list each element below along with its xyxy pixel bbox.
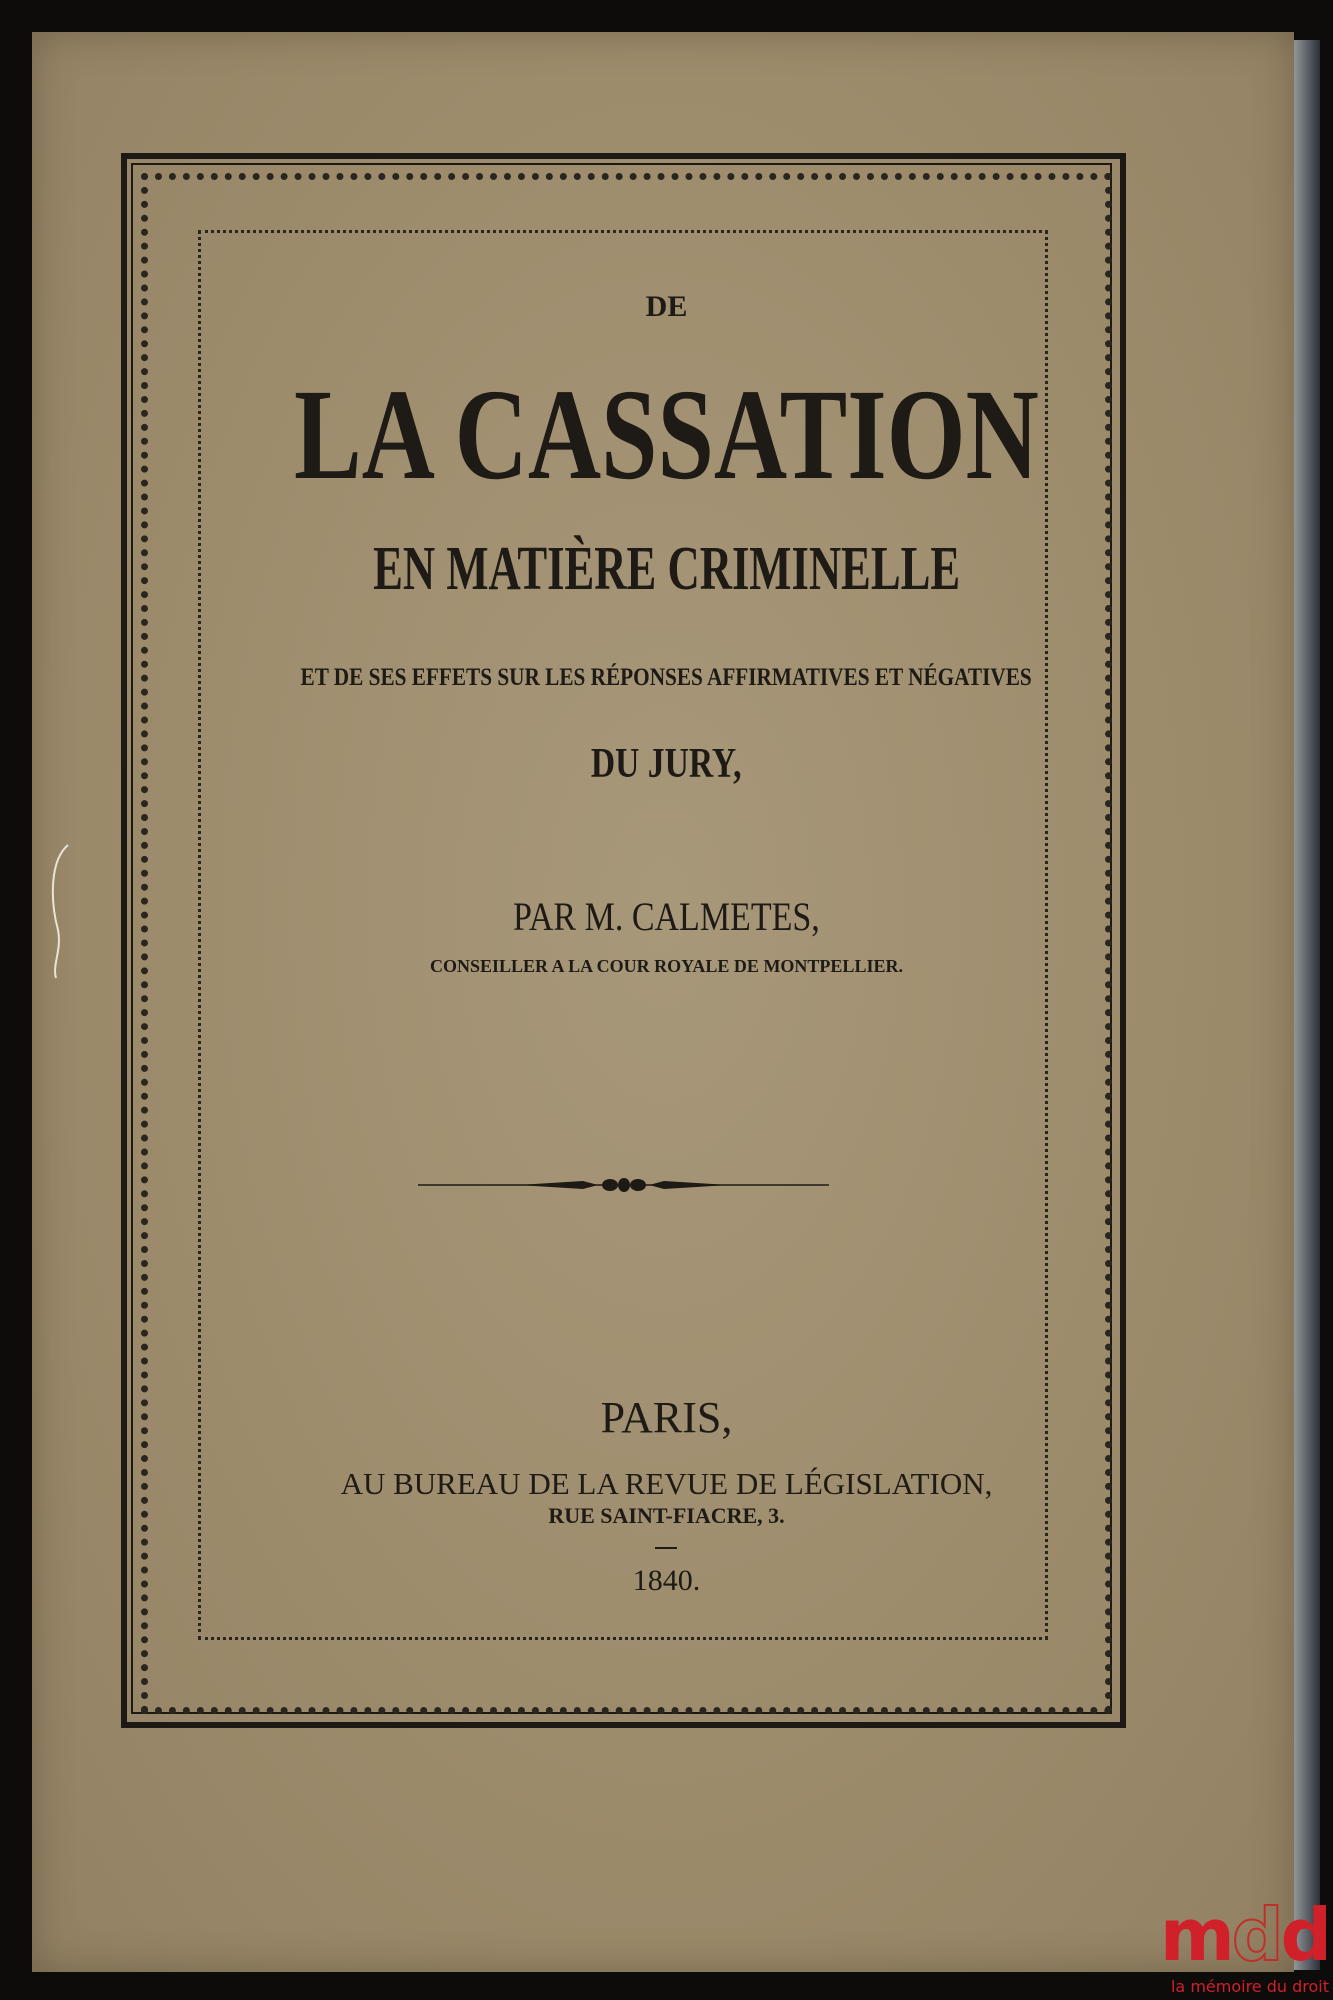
ornament-divider [418,1174,829,1196]
subtitle-line-3: DU JURY, [591,741,742,787]
publication-city: PARIS, [600,1393,733,1442]
author-role: CONSEILLER A LA COUR ROYALE DE MONTPELLIER. [430,956,903,976]
author: PAR M. CALMETES, [513,894,820,939]
subtitle-line-2: ET DE SES EFFETS SUR LES RÉPONSES AFFIRMATIVES ET NÉGATIVES [300,664,1033,691]
publisher-address: RUE SAINT-FIACRE, 3. [548,1503,785,1528]
logo-tagline: la mémoire du droit [1170,1977,1329,1996]
logo-mark: mdd [1159,1893,1329,1977]
publication-year: 1840. [632,1564,701,1597]
main-title: LA CASSATION [294,363,1039,507]
separator-dash [655,1547,677,1549]
subtitle: EN MATIÈRE CRIMINELLE [372,535,960,603]
publisher: AU BUREAU DE LA REVUE DE LÉGISLATION, [340,1466,993,1501]
mdd-logo [1149,1893,1329,1996]
title-prefix: DE [645,290,688,323]
